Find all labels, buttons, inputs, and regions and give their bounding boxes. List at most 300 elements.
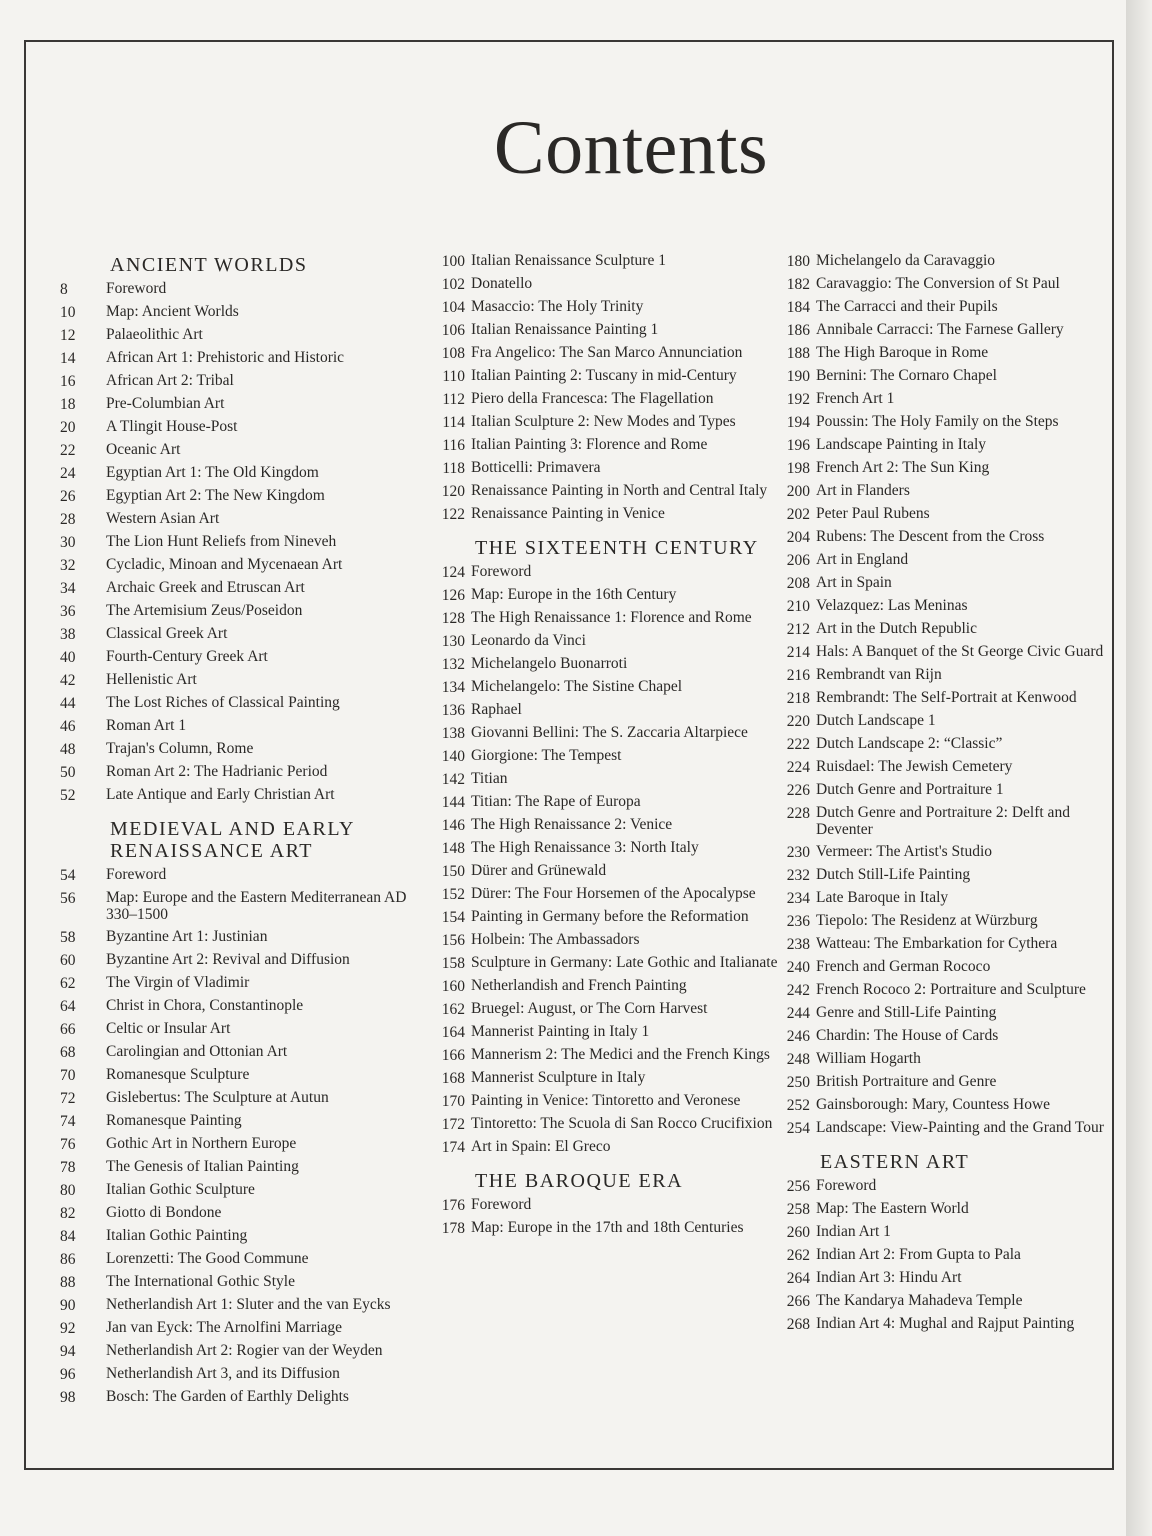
page-number: 232 — [786, 867, 810, 884]
section-heading: EASTERN ART — [820, 1151, 970, 1173]
contents-entry — [770, 843, 1110, 861]
entry-title: Italian Renaissance Sculpture 1 — [471, 252, 666, 269]
contents-entry — [60, 349, 420, 367]
contents-entry — [425, 275, 780, 293]
entry-title: The Lion Hunt Reliefs from Nineveh — [106, 533, 337, 550]
page-number: 140 — [441, 748, 465, 765]
contents-entry — [770, 781, 1110, 799]
entry-title: Mannerist Painting in Italy 1 — [471, 1023, 650, 1040]
contents-entry — [770, 344, 1110, 362]
page-number: 14 — [60, 350, 76, 367]
contents-entry — [425, 1219, 780, 1237]
entry-title: Art in Spain: El Greco — [471, 1138, 611, 1155]
page-number: 204 — [786, 529, 810, 546]
page-number: 102 — [441, 276, 465, 293]
page-number: 74 — [60, 1113, 76, 1130]
contents-entry — [425, 344, 780, 362]
section-heading: THE SIXTEENTH CENTURY — [475, 537, 759, 559]
entry-title: Gainsborough: Mary, Countess Howe — [816, 1096, 1051, 1113]
page-number: 256 — [786, 1178, 810, 1195]
page-number: 146 — [441, 817, 465, 834]
page-number: 212 — [786, 621, 810, 638]
contents-entry — [60, 326, 420, 344]
contents-entry — [60, 1204, 420, 1222]
entry-title: Rembrandt: The Self-Portrait at Kenwood — [816, 689, 1077, 706]
page-number: 98 — [60, 1389, 76, 1406]
entry-title: Jan van Eyck: The Arnolfini Marriage — [106, 1319, 343, 1336]
entry-title: Giorgione: The Tempest — [471, 747, 622, 764]
page-number: 32 — [60, 557, 76, 574]
page-number: 56 — [60, 890, 76, 907]
contents-entry — [60, 1250, 420, 1268]
contents-entry — [60, 510, 420, 528]
page-number: 246 — [786, 1028, 810, 1045]
entry-title: The Virgin of Vladimir — [106, 974, 250, 991]
entry-title: Italian Painting 3: Florence and Rome — [471, 436, 708, 453]
entry-title: Indian Art 1 — [816, 1223, 891, 1240]
entry-title: Netherlandish Art 1: Sluter and the van Eycks — [106, 1296, 391, 1313]
page-number: 88 — [60, 1274, 76, 1291]
page-number: 260 — [786, 1224, 810, 1241]
contents-entry — [60, 648, 420, 666]
contents-entry — [770, 298, 1110, 316]
contents-entry — [770, 1050, 1110, 1068]
page-number: 104 — [441, 299, 465, 316]
contents-entry — [60, 786, 420, 804]
entry-title: Chardin: The House of Cards — [816, 1027, 999, 1044]
page-number: 230 — [786, 844, 810, 861]
page-number: 110 — [442, 368, 465, 385]
entry-title: Piero della Francesca: The Flagellation — [471, 390, 714, 407]
contents-entry — [60, 1089, 420, 1107]
page-number: 180 — [786, 253, 810, 270]
page-number: 210 — [786, 598, 810, 615]
contents-entry — [60, 1181, 420, 1199]
contents-entry — [770, 528, 1110, 546]
contents-entry — [770, 866, 1110, 884]
entry-title: Tiepolo: The Residenz at Würzburg — [816, 912, 1038, 929]
contents-entry — [770, 597, 1110, 615]
entry-title: Giovanni Bellini: The S. Zaccaria Altarpiece — [471, 724, 748, 741]
contents-entry — [60, 1066, 420, 1084]
entry-title: Netherlandish Art 3, and its Diffusion — [106, 1365, 340, 1382]
page-number: 12 — [60, 327, 76, 344]
entry-title: Romanesque Sculpture — [106, 1066, 250, 1083]
entry-title: British Portraiture and Genre — [816, 1073, 997, 1090]
contents-entry — [425, 1138, 780, 1156]
contents-entry — [425, 459, 780, 477]
entry-title: Titian: The Rape of Europa — [471, 793, 641, 810]
entry-title: Bosch: The Garden of Earthly Delights — [106, 1388, 349, 1405]
entry-title: Western Asian Art — [106, 510, 220, 527]
page-number: 236 — [786, 913, 810, 930]
entry-title: The High Renaissance 2: Venice — [471, 816, 673, 833]
page-number: 130 — [441, 633, 465, 650]
entry-title: Michelangelo Buonarroti — [471, 655, 628, 672]
contents-entry — [60, 866, 420, 884]
contents-entry — [60, 1043, 420, 1061]
contents-column-2 — [425, 252, 780, 1242]
contents-entry — [770, 1177, 1110, 1195]
entry-title: Foreword — [106, 280, 167, 297]
page-number: 240 — [786, 959, 810, 976]
contents-entry — [770, 1200, 1110, 1218]
page-number: 46 — [60, 718, 76, 735]
entry-title: Painting in Germany before the Reformation — [471, 908, 749, 925]
contents-entry — [425, 1046, 780, 1064]
contents-entry — [770, 1004, 1110, 1022]
page-number: 48 — [60, 741, 76, 758]
page-number: 194 — [786, 414, 810, 431]
page-number: 156 — [441, 932, 465, 949]
entry-title: Egyptian Art 1: The Old Kingdom — [106, 464, 319, 481]
page-number: 84 — [60, 1228, 76, 1245]
page-number: 162 — [441, 1001, 465, 1018]
page-number: 92 — [60, 1320, 76, 1337]
entry-title: The Lost Riches of Classical Painting — [106, 694, 340, 711]
entry-title: Titian — [471, 770, 508, 787]
page-number: 58 — [60, 929, 76, 946]
page-number: 22 — [60, 442, 76, 459]
page-number: 266 — [786, 1293, 810, 1310]
page-number: 148 — [441, 840, 465, 857]
contents-entry — [770, 551, 1110, 569]
page-title: Contents — [493, 106, 769, 190]
page-number: 126 — [441, 587, 465, 604]
entry-title: Indian Art 4: Mughal and Rajput Painting — [816, 1315, 1075, 1332]
contents-entry — [770, 1269, 1110, 1287]
page-number: 234 — [786, 890, 810, 907]
page-number: 134 — [441, 679, 465, 696]
entry-title: Painting in Venice: Tintoretto and Veronese — [471, 1092, 741, 1109]
entry-title: Gislebertus: The Sculpture at Autun — [106, 1089, 329, 1106]
contents-entry — [770, 1096, 1110, 1114]
contents-entry — [770, 1027, 1110, 1045]
page-number: 100 — [441, 253, 465, 270]
page-number: 20 — [60, 419, 76, 436]
entry-title: Fourth-Century Greek Art — [106, 648, 268, 665]
contents-entry — [425, 321, 780, 339]
contents-entry — [425, 609, 780, 627]
contents-entry — [770, 1315, 1110, 1333]
contents-entry — [60, 671, 420, 689]
page-number: 82 — [60, 1205, 76, 1222]
contents-entry — [60, 1020, 420, 1038]
page-number: 70 — [60, 1067, 76, 1084]
page-number: 176 — [441, 1197, 465, 1214]
contents-entry — [770, 482, 1110, 500]
page-number: 34 — [60, 580, 76, 597]
page-number: 262 — [786, 1247, 810, 1264]
contents-entry — [770, 436, 1110, 454]
entry-title: Renaissance Painting in North and Central Italy — [471, 482, 768, 499]
page-number: 184 — [786, 299, 810, 316]
contents-entry — [60, 889, 420, 923]
entry-title: Map: Europe in the 16th Century — [471, 586, 677, 603]
entry-title: Sculpture in Germany: Late Gothic and Italianate — [471, 954, 778, 971]
contents-entry — [60, 372, 420, 390]
contents-entry — [60, 1388, 420, 1406]
entry-title: The High Renaissance 1: Florence and Rome — [471, 609, 752, 626]
entry-title: Dutch Still-Life Painting — [816, 866, 971, 883]
page-number: 52 — [60, 787, 76, 804]
contents-entry — [770, 1246, 1110, 1264]
contents-entry — [60, 441, 420, 459]
contents-entry — [770, 735, 1110, 753]
page-number: 54 — [60, 867, 76, 884]
entry-title: Italian Gothic Sculpture — [106, 1181, 255, 1198]
entry-title: Trajan's Column, Rome — [106, 740, 254, 757]
contents-entry — [425, 390, 780, 408]
entry-title: Archaic Greek and Etruscan Art — [106, 579, 305, 596]
contents-entry — [425, 862, 780, 880]
page-number: 18 — [60, 396, 76, 413]
contents-entry — [60, 1319, 420, 1337]
entry-title: The Kandarya Mahadeva Temple — [816, 1292, 1023, 1309]
entry-title: Masaccio: The Holy Trinity — [471, 298, 644, 315]
contents-entry — [425, 482, 780, 500]
entry-title: Art in Spain — [816, 574, 892, 591]
page-number: 152 — [441, 886, 465, 903]
entry-title: Caravaggio: The Conversion of St Paul — [816, 275, 1060, 292]
page-number: 226 — [786, 782, 810, 799]
contents-column-3 — [770, 252, 1110, 1338]
entry-title: Romanesque Painting — [106, 1112, 242, 1129]
contents-entry — [425, 747, 780, 765]
entry-title: The Artemisium Zeus/Poseidon — [106, 602, 303, 619]
contents-column-1 — [60, 252, 420, 1411]
page-number: 268 — [786, 1316, 810, 1333]
page-number: 224 — [786, 759, 810, 776]
contents-entry — [60, 464, 420, 482]
contents-entry — [770, 1073, 1110, 1091]
page-number: 122 — [441, 506, 465, 523]
entry-title: Ruisdael: The Jewish Cemetery — [816, 758, 1013, 775]
page-number: 42 — [60, 672, 76, 689]
entry-title: The Carracci and their Pupils — [816, 298, 998, 315]
entry-title: Hals: A Banquet of the St George Civic Guard — [816, 643, 1104, 660]
entry-title: French and German Rococo — [816, 958, 991, 975]
entry-title: Annibale Carracci: The Farnese Gallery — [816, 321, 1064, 338]
entry-title: Rembrandt van Rijn — [816, 666, 942, 683]
page-number: 190 — [786, 368, 810, 385]
page-number: 168 — [441, 1070, 465, 1087]
entry-title: Holbein: The Ambassadors — [471, 931, 640, 948]
contents-entry — [425, 908, 780, 926]
page-number: 72 — [60, 1090, 76, 1107]
page-number: 36 — [60, 603, 76, 620]
entry-title: Foreword — [106, 866, 167, 883]
contents-entry — [425, 1023, 780, 1041]
page-number: 128 — [441, 610, 465, 627]
contents-entry — [425, 252, 780, 270]
contents-entry — [425, 1196, 780, 1214]
page-number: 160 — [441, 978, 465, 995]
contents-entry — [770, 666, 1110, 684]
entry-title: Christ in Chora, Constantinople — [106, 997, 304, 1014]
contents-entry — [60, 740, 420, 758]
entry-title: Genre and Still-Life Painting — [816, 1004, 997, 1021]
entry-title: Watteau: The Embarkation for Cythera — [816, 935, 1058, 952]
contents-entry — [770, 413, 1110, 431]
page-number: 174 — [441, 1139, 465, 1156]
contents-entry — [425, 298, 780, 316]
entry-title: Foreword — [816, 1177, 877, 1194]
page-number: 90 — [60, 1297, 76, 1314]
page-number: 242 — [786, 982, 810, 999]
contents-entry — [60, 951, 420, 969]
page-number: 186 — [786, 322, 810, 339]
entry-title: Cycladic, Minoan and Mycenaean Art — [106, 556, 343, 573]
entry-title: Michelangelo da Caravaggio — [816, 252, 996, 269]
contents-entry — [425, 586, 780, 604]
page-number: 96 — [60, 1366, 76, 1383]
page-number: 264 — [786, 1270, 810, 1287]
entry-title: Poussin: The Holy Family on the Steps — [816, 413, 1059, 430]
entry-title: Vermeer: The Artist's Studio — [816, 843, 993, 860]
page-number: 222 — [786, 736, 810, 753]
entry-title: African Art 1: Prehistoric and Historic — [106, 349, 345, 366]
page-number: 218 — [786, 690, 810, 707]
entry-title: Carolingian and Ottonian Art — [106, 1043, 288, 1060]
entry-title: Dürer: The Four Horsemen of the Apocalypse — [471, 885, 756, 902]
section-heading: THE BAROQUE ERA — [475, 1170, 684, 1192]
contents-entry — [60, 997, 420, 1015]
page-number: 214 — [786, 644, 810, 661]
page-number: 252 — [786, 1097, 810, 1114]
contents-entry — [425, 885, 780, 903]
page-number: 132 — [441, 656, 465, 673]
contents-entry — [60, 625, 420, 643]
contents-entry — [60, 974, 420, 992]
entry-title: Tintoretto: The Scuola di San Rocco Crucifixion — [471, 1115, 773, 1132]
entry-title: Landscape: View-Painting and the Grand Tour — [816, 1119, 1104, 1136]
page-number: 178 — [441, 1220, 465, 1237]
page-number: 8 — [60, 281, 68, 298]
page-number: 154 — [441, 909, 465, 926]
entry-title: Egyptian Art 2: The New Kingdom — [106, 487, 325, 504]
entry-title: Renaissance Painting in Venice — [471, 505, 665, 522]
page-number: 220 — [786, 713, 810, 730]
entry-title: Gothic Art in Northern Europe — [106, 1135, 297, 1152]
page-number: 112 — [442, 391, 465, 408]
page-number: 64 — [60, 998, 76, 1015]
contents-entry — [60, 1135, 420, 1153]
contents-entry — [60, 487, 420, 505]
contents-entry — [770, 459, 1110, 477]
entry-title: William Hogarth — [816, 1050, 921, 1067]
page-number: 124 — [441, 564, 465, 581]
entry-title: Italian Gothic Painting — [106, 1227, 248, 1244]
entry-title: Byzantine Art 2: Revival and Diffusion — [106, 951, 350, 968]
entry-title: Foreword — [471, 1196, 532, 1213]
page-number: 78 — [60, 1159, 76, 1176]
contents-entry — [425, 977, 780, 995]
page-number: 202 — [786, 506, 810, 523]
page-number: 166 — [441, 1047, 465, 1064]
entry-title: Rubens: The Descent from the Cross — [816, 528, 1045, 545]
page-number: 164 — [441, 1024, 465, 1041]
entry-title: Leonardo da Vinci — [471, 632, 586, 649]
contents-entry — [770, 981, 1110, 999]
section-heading: MEDIEVAL AND EARLY RENAISSANCE ART — [110, 818, 355, 862]
contents-entry — [770, 912, 1110, 930]
entry-title: Roman Art 2: The Hadrianic Period — [106, 763, 328, 780]
page-number: 38 — [60, 626, 76, 643]
page-number: 182 — [786, 276, 810, 293]
entry-title: Classical Greek Art — [106, 625, 228, 642]
contents-entry — [770, 620, 1110, 638]
page-number: 142 — [441, 771, 465, 788]
page-number: 196 — [786, 437, 810, 454]
page-number: 158 — [441, 955, 465, 972]
page-number: 198 — [786, 460, 810, 477]
contents-entry — [425, 655, 780, 673]
page-number: 10 — [60, 304, 76, 321]
contents-entry — [770, 1119, 1110, 1137]
page-number: 192 — [786, 391, 810, 408]
entry-title: Late Antique and Early Christian Art — [106, 786, 335, 803]
contents-entry — [770, 275, 1110, 293]
page-number: 208 — [786, 575, 810, 592]
page-number: 250 — [786, 1074, 810, 1091]
page-number: 24 — [60, 465, 76, 482]
page-number: 86 — [60, 1251, 76, 1268]
page-number: 44 — [60, 695, 76, 712]
contents-entry — [770, 689, 1110, 707]
contents-entry — [425, 505, 780, 523]
entry-title: Late Baroque in Italy — [816, 889, 949, 906]
contents-entry — [425, 724, 780, 742]
contents-entry — [60, 694, 420, 712]
contents-entry — [60, 418, 420, 436]
contents-entry — [425, 839, 780, 857]
page-number: 170 — [441, 1093, 465, 1110]
page-number: 238 — [786, 936, 810, 953]
contents-entry — [60, 1227, 420, 1245]
entry-title: Fra Angelico: The San Marco Annunciation — [471, 344, 743, 361]
entry-title: Map: Europe in the 17th and 18th Centuries — [471, 1219, 744, 1236]
contents-entry — [425, 1115, 780, 1133]
entry-title: Peter Paul Rubens — [816, 505, 930, 522]
page-number: 30 — [60, 534, 76, 551]
entry-title: Map: The Eastern World — [816, 1200, 969, 1217]
contents-entry — [60, 533, 420, 551]
entry-title: Bernini: The Cornaro Chapel — [816, 367, 997, 384]
page-number: 16 — [60, 373, 76, 390]
contents-entry — [770, 367, 1110, 385]
contents-entry — [425, 1092, 780, 1110]
contents-entry — [60, 763, 420, 781]
contents-entry — [770, 804, 1110, 838]
entry-title: Map: Europe and the Eastern Mediterranean AD 330–1500 — [106, 889, 407, 923]
page-number: 244 — [786, 1005, 810, 1022]
contents-entry — [425, 563, 780, 581]
entry-title: Donatello — [471, 275, 533, 292]
contents-entry — [770, 505, 1110, 523]
entry-title: Raphael — [471, 701, 522, 718]
page-number: 258 — [786, 1201, 810, 1218]
page-number: 216 — [786, 667, 810, 684]
contents-entry — [770, 958, 1110, 976]
entry-title: The International Gothic Style — [106, 1273, 295, 1290]
contents-entry — [770, 390, 1110, 408]
contents-entry — [425, 678, 780, 696]
contents-entry — [60, 556, 420, 574]
entry-title: French Rococo 2: Portraiture and Sculpture — [816, 981, 1086, 998]
entry-title: Indian Art 3: Hindu Art — [816, 1269, 962, 1286]
entry-title: Pre-Columbian Art — [106, 395, 225, 412]
